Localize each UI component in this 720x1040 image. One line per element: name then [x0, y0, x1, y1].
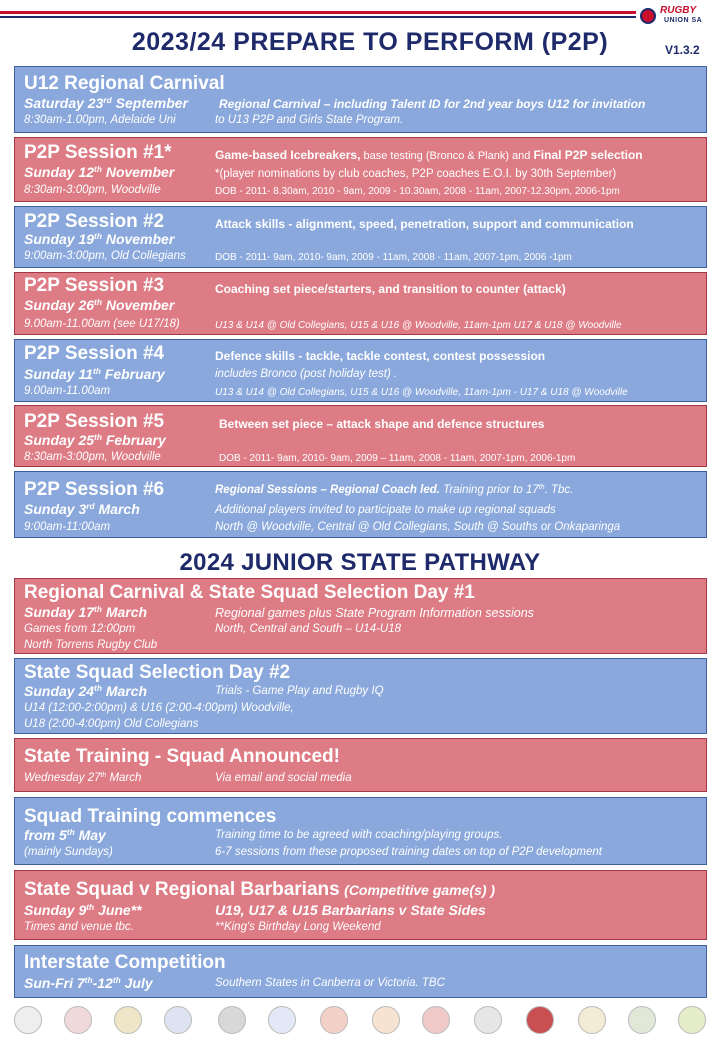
event-title: Interstate Competition [24, 952, 226, 973]
club-crest-icon [164, 1006, 192, 1034]
event-desc-2: **King's Birthday Long Weekend [215, 921, 381, 933]
club-crest-icon [320, 1006, 348, 1034]
event-date: Saturday 23rd September [24, 94, 188, 111]
event-dob-times: DOB - 2011- 9am, 2010- 9am, 2009 - 11am, 2008 - 11am, 2007-1pm, 2006 -1pm [215, 252, 572, 263]
club-crest-icon [578, 1006, 606, 1034]
header-rule-navy [0, 16, 636, 18]
event-desc-1: Regional Sessions – Regional Coach led. Training prior to 17th. Tbc. [215, 483, 574, 496]
event-date: Sunday 9th June** [24, 901, 142, 918]
event-title: State Training - Squad Announced! [24, 746, 340, 767]
event-date: Sunday 24th March [24, 682, 148, 699]
event-time: 9:00am-11:00am [24, 521, 111, 533]
page-title: 2023/24 PREPARE TO PERFORM (P2P) [131, 28, 609, 56]
event-desc-2: Additional players invited to participate to make up regional squads [215, 504, 556, 516]
event-title: State Squad Selection Day #2 [24, 662, 291, 683]
rugby-ball-icon [640, 8, 656, 24]
event-desc-1: Attack skills - alignment, speed, penetration, support and communication [215, 217, 634, 231]
event-time: 9:00am-3:00pm, Old Collegians [24, 250, 186, 262]
event-title: P2P Session #3 [24, 275, 165, 296]
event-date: Sunday 12th November [24, 163, 175, 180]
event-state-squad-v-barbarians [14, 870, 707, 940]
event-title: Regional Carnival & State Squad Selection Day #1 [24, 582, 475, 603]
event-desc-2: to U13 P2P and Girls State Program. [215, 114, 404, 126]
club-crest-icon [372, 1006, 400, 1034]
event-venues: U13 & U14 @ Old Collegians, U15 & U16 @ Woodville, 11am-1pm U17 & U18 @ Woodville [215, 320, 622, 331]
event-desc-1: Regional games plus State Program Information sessions [215, 606, 534, 620]
club-crest-icon [628, 1006, 656, 1034]
event-date: Sunday 3rd March [24, 500, 140, 517]
event-date: Sunday 26th November [24, 296, 175, 313]
event-note: Times and venue tbc. [24, 921, 134, 933]
event-date: Sunday 25th February [24, 431, 166, 448]
event-p2p-session-3 [14, 272, 707, 335]
event-desc-1: Regional Carnival – including Talent ID for 2nd year boys U12 for invitation [219, 97, 646, 111]
event-desc-1: Coaching set piece/starters, and transition to counter (attack) [215, 282, 566, 296]
event-date: from 5th May [24, 826, 106, 843]
event-title: P2P Session #2 [24, 211, 165, 232]
event-desc-3: North @ Woodville, Central @ Old Collegians, South @ Souths or Onkaparinga [215, 521, 621, 533]
club-crest-icon [64, 1006, 92, 1034]
event-date: Sunday 11th February [24, 365, 165, 382]
event-time: 9.00am-11.00am (see U17/18) [24, 318, 180, 330]
club-crest-icon [422, 1006, 450, 1034]
event-date: Sun-Fri 7th-12th July [24, 974, 153, 991]
club-crest-icon [268, 1006, 296, 1034]
event-state-squad-selection-2 [14, 658, 707, 734]
event-p2p-session-2 [14, 206, 707, 268]
event-p2p-session-4 [14, 339, 707, 402]
club-crest-icon [114, 1006, 142, 1034]
event-title: P2P Session #1* [24, 142, 172, 163]
event-time: 9.00am-11.00am [24, 385, 111, 397]
event-desc-1: Trials - Game Play and Rugby IQ [215, 685, 384, 697]
event-desc-1: U19, U17 & U15 Barbarians v State Sides [215, 902, 486, 918]
event-desc-1: Training time to be agreed with coaching/playing groups. [215, 829, 503, 841]
event-p2p-session-5 [14, 405, 707, 467]
event-time: 8:30am-3:00pm, Woodville [24, 451, 161, 463]
event-desc-2: includes Bronco (post holiday test) . [215, 368, 398, 380]
event-desc-1: Southern States in Canberra or Victoria. TBC [215, 977, 445, 989]
club-crest-icon [526, 1006, 554, 1034]
logo-text-2: UNION SA [664, 17, 703, 24]
rugby-union-sa-logo [640, 6, 714, 28]
header-rule-red [0, 11, 636, 14]
event-interstate-competition [14, 945, 707, 998]
event-date: Sunday 17th March [24, 603, 148, 620]
event-date: Sunday 19th November [24, 230, 175, 247]
event-desc-1: Via email and social media [215, 772, 352, 784]
version-label: V1.3.2 [665, 43, 700, 57]
event-regional-carnival-selection-1 [14, 578, 707, 654]
club-crest-icon [474, 1006, 502, 1034]
club-logos-strip [0, 1000, 720, 1040]
event-desc-2: *(player nominations by club coaches, P2P coaches E.O.I. by 30th September) [215, 168, 617, 180]
event-venues: U13 & U14 @ Old Collegians, U15 & U16 @ Woodville, 11am-1pm - U17 & U18 @ Woodville [215, 387, 628, 398]
event-time: Games from 12:00pm [24, 623, 136, 635]
event-dob-times: DOB - 2011- 9am, 2010- 9am, 2009 – 11am, 2008 - 11am, 2007-1pm, 2006-1pm [219, 453, 576, 464]
event-p2p-session-6 [14, 471, 707, 538]
club-crest-icon [218, 1006, 246, 1034]
event-p2p-session-1 [14, 137, 707, 202]
event-title: State Squad v Regional Barbarians (Competitive game(s) ) [24, 879, 496, 900]
event-note: (mainly Sundays) [24, 846, 113, 858]
event-time: 8:30am-3:00pm, Woodville [24, 184, 161, 196]
event-time: 8:30am-1.00pm, Adelaide Uni [24, 114, 176, 126]
event-u12-regional-carnival [14, 66, 707, 133]
club-crest-icon [14, 1006, 42, 1034]
logo-text-1: RUGBY [660, 5, 697, 16]
event-title: U12 Regional Carnival [24, 73, 225, 94]
event-title: P2P Session #5 [24, 411, 165, 432]
event-date: Wednesday 27th March [24, 771, 142, 784]
event-title: P2P Session #4 [24, 343, 165, 364]
event-desc-2: 6-7 sessions from these proposed training dates on top of P2P development [215, 846, 602, 858]
event-state-training-squad-announced [14, 738, 707, 792]
event-desc-1: Defence skills - tackle, tackle contest, contest possession [215, 349, 546, 363]
section-title-pathway: 2024 JUNIOR STATE PATHWAY [179, 549, 541, 576]
event-squad-training-commences [14, 797, 707, 865]
event-title: Squad Training commences [24, 806, 277, 827]
event-desc-1: Game-based Icebreakers, base testing (Bronco & Plank) and Final P2P selection [215, 148, 643, 162]
event-time-1: U14 (12:00-2:00pm) & U16 (2:00-4:00pm) Woodville, [24, 702, 294, 714]
club-crest-icon [678, 1006, 706, 1034]
event-title: P2P Session #6 [24, 479, 165, 500]
event-venue: North Torrens Rugby Club [24, 639, 158, 651]
event-dob-times: DOB - 2011- 8.30am, 2010 - 9am, 2009 - 10.30am, 2008 - 11am, 2007-12.30pm, 2006-1pm [215, 186, 620, 197]
event-time-2: U18 (2:00-4:00pm) Old Collegians [24, 718, 199, 730]
event-desc-1: Between set piece – attack shape and defence structures [219, 417, 545, 431]
event-desc-2: North, Central and South – U14-U18 [215, 623, 402, 635]
